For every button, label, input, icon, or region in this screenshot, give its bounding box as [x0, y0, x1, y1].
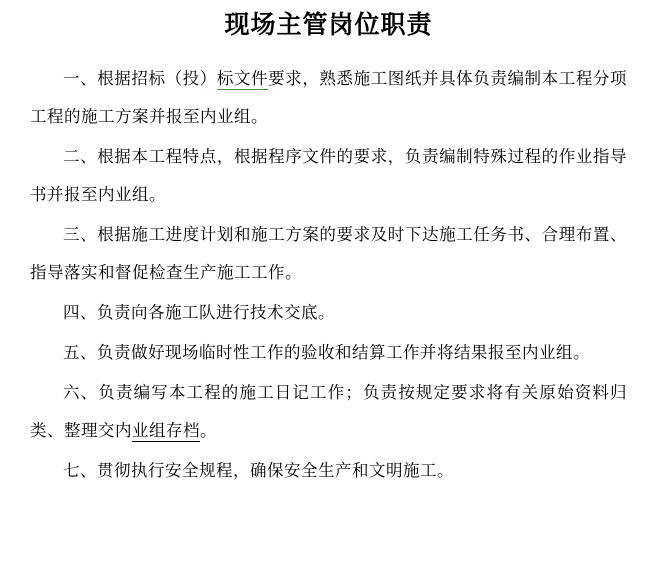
text-run: 七、贯彻执行安全规程，确保安全生产和文明施工。 — [63, 461, 454, 480]
underlined-text-green: 标文件 — [216, 69, 269, 88]
underlined-text: 业组存档 — [132, 421, 200, 440]
document-page — [0, 8, 657, 574]
document-body — [30, 60, 627, 490]
text-run: 三、根据施工进度计划和施工方案的要求及时下达施工任务书、合理布置、指导落实和督促检查生产施工工作。 — [30, 225, 627, 282]
text-run: 要求，熟悉施工图纸并具体负责编制本工程分项工程的施工方案并报至内业组。 — [30, 69, 627, 126]
text-run: 。 — [200, 421, 217, 440]
paragraph — [30, 60, 627, 136]
page-title: 现场主管岗位职责 — [224, 10, 433, 39]
text-run: 二、根据本工程特点，根据程序文件的要求，负责编制特殊过程的作业指导书并报至内业组。 — [30, 147, 627, 204]
text-run: 六、负责编写本工程的施工日记工作；负责按规定要求将有关原始资料归类、整理交内 — [30, 383, 627, 440]
text-run: 五、负责做好现场临时性工作的验收和结算工作并将结果报至内业组。 — [63, 343, 590, 362]
text-run: 四、负责向各施工队进行技术交底。 — [63, 303, 335, 322]
text-run: 一、根据招标（投） — [63, 69, 217, 88]
paragraph — [30, 294, 627, 332]
paragraph — [30, 216, 627, 292]
paragraph — [30, 452, 627, 490]
paragraph — [30, 138, 627, 214]
paragraph — [30, 334, 627, 372]
paragraph — [30, 374, 627, 450]
